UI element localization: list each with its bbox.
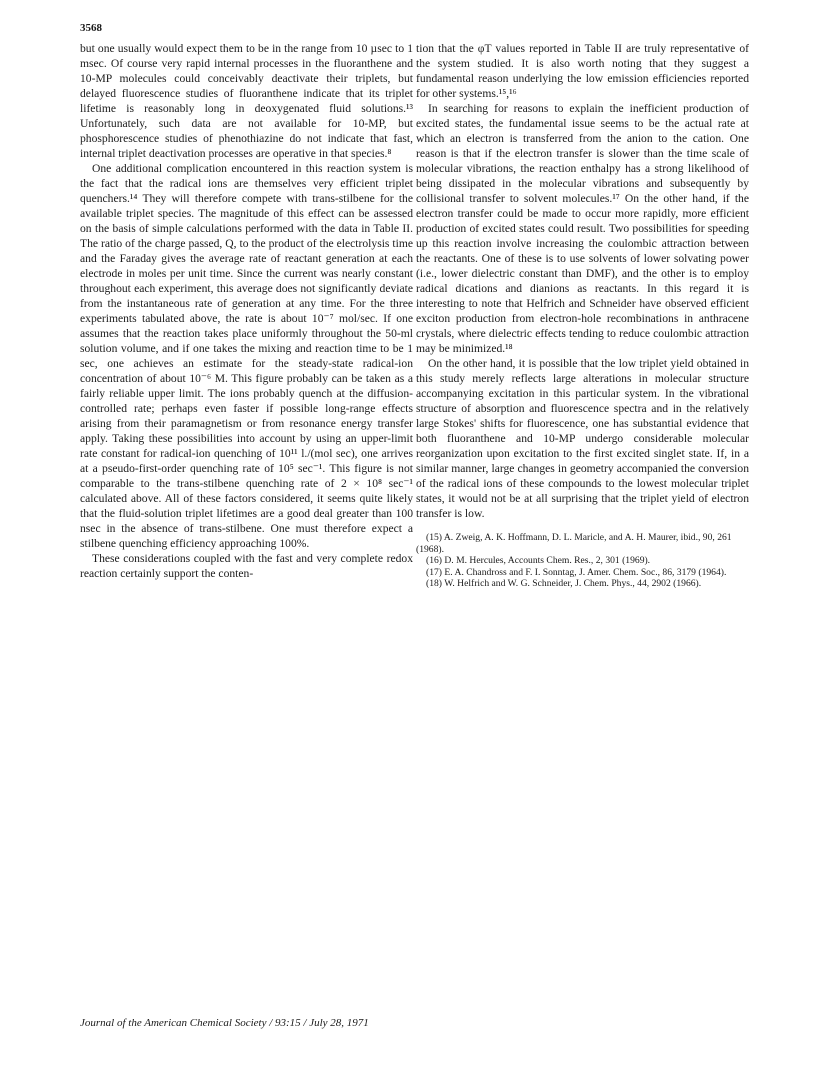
left-column (80, 41, 413, 581)
references (416, 532, 749, 590)
reference-item: (15) A. Zweig, A. K. Hoffmann, D. L. Maricle, and A. H. Maurer, ibid., 90, 261 (1968). (416, 532, 732, 555)
page-number: 3568 (80, 22, 102, 34)
paragraph: but one usually would expect them to be in the range from 10 µsec to 1 msec. Of course very rapid internal processes in the fluoranthene and 10-MP molecules could conceivably deactivate their triplets, but delayed fluorescence studies of fluoranthene indicate that its triplet lifetime is reasonably long in deoxygenated fluid solutions.¹³ Unfortunately, such data are not available for 10-MP, but phosphorescence studies of phenothiazine do not indicate that fast, internal triplet deactivation processes are operative in that species.⁸ (80, 42, 413, 160)
paragraph: One additional complication encountered in this reaction system is the fact that the radical ions are themselves very efficient triplet quenchers.¹⁴ They will therefore compete with trans-stilbene for the available triplet species. The magnitude of this effect can be assessed on the basis of simple calculations performed with the data in Table II. The ratio of the charge passed, Q, to the product of the electrolysis time and the Faraday gives the average rate of reactant generation at each electrode in moles per unit time. Since the current was nearly constant throughout each experiment, this average does not significantly deviate from the instantaneous rate of generation at any time. For the three experiments tabulated above, the rate is about 10⁻⁷ mol/sec. If one assumes that the reaction takes place uniformly throughout the 50-ml solution volume, and if one takes the mixing and reaction time to be 1 sec, one achieves an estimate for the steady-state radical-ion concentration of about 10⁻⁶ M. This figure probably can be taken as a fairly reliable upper limit. The ions probably quench at the diffusion-controlled rate; perhaps even faster if possible long-range effects arising from their paramagnetism or from resonance energy transfer apply. Taking these possibilities into account by using an upper-limit rate constant for radical-ion quenching of 10¹¹ l./(mol sec), one arrives at a pseudo-first-order quenching rate of 10⁵ sec⁻¹. This figure is not comparable to the trans-stilbene quenching rate of 2 × 10⁸ sec⁻¹ calculated above. All of these factors considered, it seems quite likely that the fluid-solution triplet lifetimes are a good deal greater than 100 nsec in the absence of trans-stilbene. One must therefore expect a stilbene quenching efficiency approaching 100%. (80, 162, 413, 550)
paragraph: In searching for reasons to explain the inefficient production of excited states, the fundamental issue seems to be the actual rate at which an electron is transferred from the anion to the cation. One reason is that if the electron transfer is slower than the time scale of molecular vibrations, the reaction enthalpy has a strong likelihood of being dissipated in the molecular vibrations and subsequently by collisional transfer to solvent molecules.¹⁷ On the other hand, if the electron transfer could be made to occur more rapidly, more efficient production of excited states could result. Two possibilities for speeding up this reaction involve increasing the coulombic attraction between the reactants. One of these is to use solvents of lower solvating power (i.e., lower dielectric constant than DMF), and the other is to employ radical dications and dianions as reactants. In this regard it is interesting to note that Helfrich and Schneider have observed efficient exciton production from electron-hole recombinations in anthracene crystals, where dielectric effects tending to reduce coulombic attraction may be minimized.¹⁸ (416, 102, 749, 355)
paragraph: tion that the φT values reported in Table II are truly representative of the system studied. It is also worth noting that they suggest a fundamental reason underlying the low emission efficiencies reported for other systems.¹⁵,¹⁶ (416, 42, 749, 100)
reference-item: (17) E. A. Chandross and F. I. Sonntag, J. Amer. Chem. Soc., 86, 3179 (1964). (426, 566, 727, 578)
paragraph: These considerations coupled with the fast and very complete redox reaction certainly support the conten- (80, 552, 413, 580)
reference-item: (18) W. Helfrich and W. G. Schneider, J. Chem. Phys., 44, 2902 (1966). (426, 578, 702, 590)
journal-footer: Journal of the American Chemical Society / 93:15 / July 28, 1971 (80, 1017, 369, 1029)
paragraph: On the other hand, it is possible that the low triplet yield obtained in this study merely reflects large alterations in molecular structure accompanying excitation in this particular system. In the vibrational structure of absorption and fluorescence spectra and in the relatively large Stokes' shifts for fluorescence, one has substantial evidence that both fluoranthene and 10-MP undergo considerable molecular reorganization upon excitation to the first excited singlet state. If, in a similar manner, large changes in geometry accompanied the conversion of the radical ions of these compounds to the lowest molecular triplet states, it would not be at all surprising that the triplet yield of electron transfer is low. (416, 357, 749, 520)
reference-item: (16) D. M. Hercules, Accounts Chem. Res., 2, 301 (1969). (426, 555, 651, 567)
right-column (416, 41, 749, 590)
